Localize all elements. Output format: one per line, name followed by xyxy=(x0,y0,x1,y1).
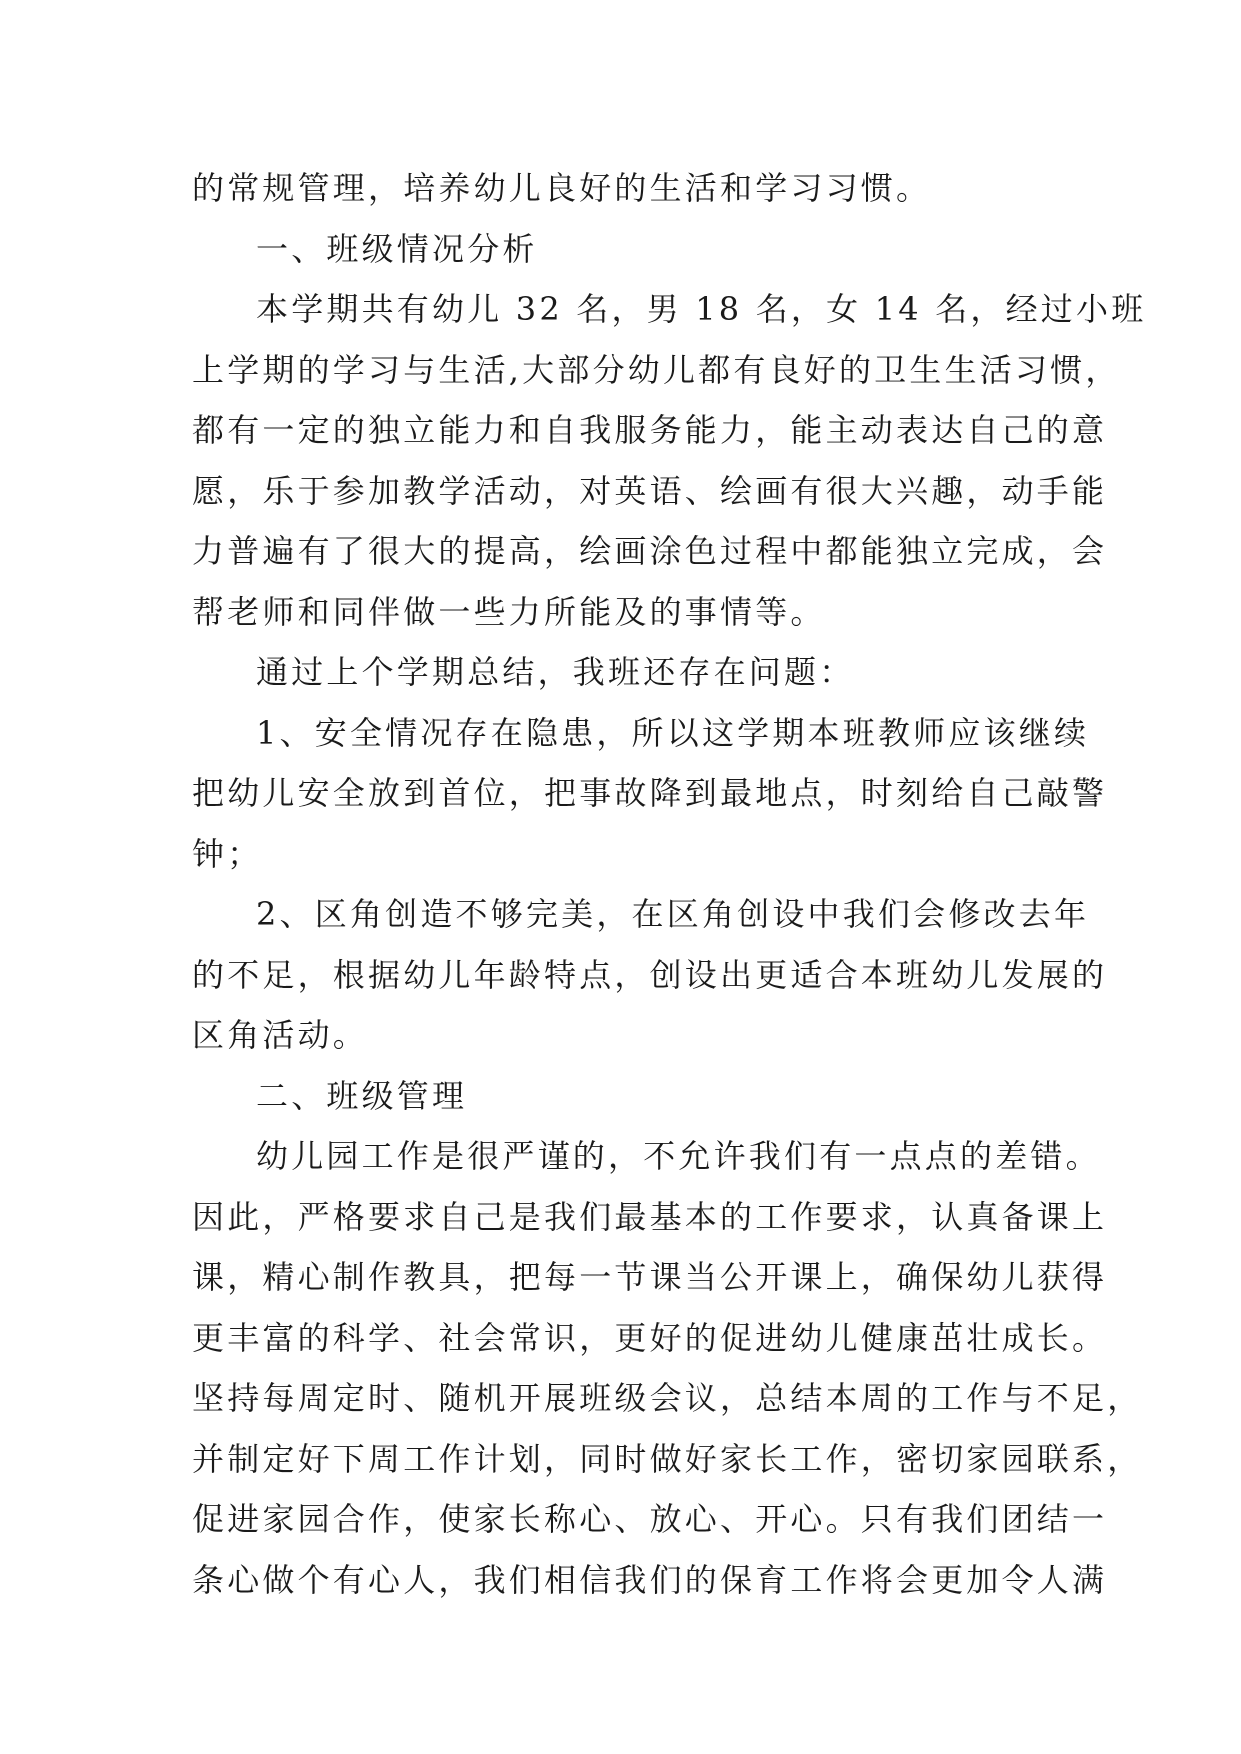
text-line: 把幼儿安全放到首位，把事故降到最地点，时刻给自己敲警 xyxy=(192,774,1108,812)
list-item: 1、安全情况存在隐患，所以这学期本班教师应该继续 xyxy=(256,713,1090,752)
text-line: 力普遍有了很大的提高，绘画涂色过程中都能独立完成，会 xyxy=(192,532,1108,570)
list-item: 2、区角创造不够完美，在区角创设中我们会修改去年 xyxy=(256,895,1090,933)
text-line: 本学期共有幼儿 32 名，男 18 名，女 14 名，经过小班 xyxy=(256,290,1147,328)
text-line: 通过上个学期总结，我班还存在问题： xyxy=(256,653,855,691)
text-line: 上学期的学习与生活,大部分幼儿都有良好的卫生生活习惯， xyxy=(192,350,1121,389)
text-line: 都有一定的独立能力和自我服务能力，能主动表达自己的意 xyxy=(192,411,1108,449)
section-heading: 二、班级管理 xyxy=(256,1076,468,1115)
text-line: 并制定好下周工作计划，同时做好家长工作，密切家园联系， xyxy=(192,1439,1143,1478)
text-line: 更丰富的科学、社会常识，更好的促进幼儿健康茁壮成长。 xyxy=(192,1318,1108,1357)
text-line: 因此，严格要求自己是我们最基本的工作要求，认真备课上 xyxy=(192,1197,1108,1236)
document-body xyxy=(192,158,1147,1610)
text-line: 区角活动。 xyxy=(192,1016,369,1054)
section-heading: 一、班级情况分析 xyxy=(256,229,538,268)
text-line: 坚持每周定时、随机开展班级会议，总结本周的工作与不足， xyxy=(192,1379,1143,1417)
text-line: 的不足，根据幼儿年龄特点，创设出更适合本班幼儿发展的 xyxy=(192,955,1108,994)
text-line: 钟； xyxy=(192,834,263,873)
text-line: 促进家园合作，使家长称心、放心、开心。只有我们团结一 xyxy=(192,1500,1108,1538)
text-line: 的常规管理，培养幼儿良好的生活和学习习惯。 xyxy=(192,169,932,207)
text-line: 幼儿园工作是很严谨的，不允许我们有一点点的差错。 xyxy=(256,1137,1101,1175)
text-line: 愿，乐于参加教学活动，对英语、绘画有很大兴趣，动手能 xyxy=(192,471,1108,510)
text-line: 帮老师和同伴做一些力所能及的事情等。 xyxy=(192,592,826,631)
text-line: 条心做个有心人，我们相信我们的保育工作将会更加令人满 xyxy=(192,1560,1108,1599)
text-line: 课，精心制作教具，把每一节课当公开课上，确保幼儿获得 xyxy=(192,1258,1108,1296)
